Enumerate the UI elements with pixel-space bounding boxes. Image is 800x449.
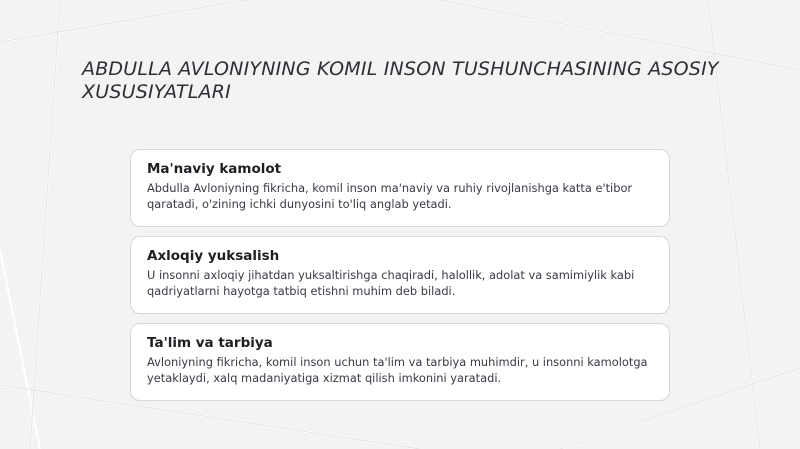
card-text: Abdulla Avloniyning fikricha, komil inson ma'naviy va ruhiy rivojlanishga katta e'tibor qaratadi, o'zining ichki dunyosini to'liq anglab yetadi. [147, 181, 633, 211]
card-axloqiy-yuksalish [130, 236, 670, 314]
card-talim-va-tarbiya [130, 323, 670, 401]
card-manaviy-kamolot [130, 149, 670, 227]
cards-list [130, 149, 670, 410]
card-title: Ma'naviy kamolot [147, 161, 282, 177]
slide-title: ABDULLA AVLONIYNING KOMIL INSON TUSHUNCHASINING ASOSIY XUSUSIYATLARI [82, 58, 719, 103]
card-title: Ta'lim va tarbiya [147, 335, 273, 351]
card-text: U insonni axloqiy jihatdan yuksaltirishga chaqiradi, halollik, adolat va samimiylik kabi qadriyatlarni hayotga tatbiq etishni muhim deb biladi. [147, 268, 635, 298]
card-title: Axloqiy yuksalish [147, 248, 280, 264]
card-text: Avloniyning fikricha, komil inson uchun ta'lim va tarbiya muhimdir, u insonni kamolotga yetaklaydi, xalq madaniyatiga xizmat qilish imkonini yaratadi. [147, 355, 648, 385]
